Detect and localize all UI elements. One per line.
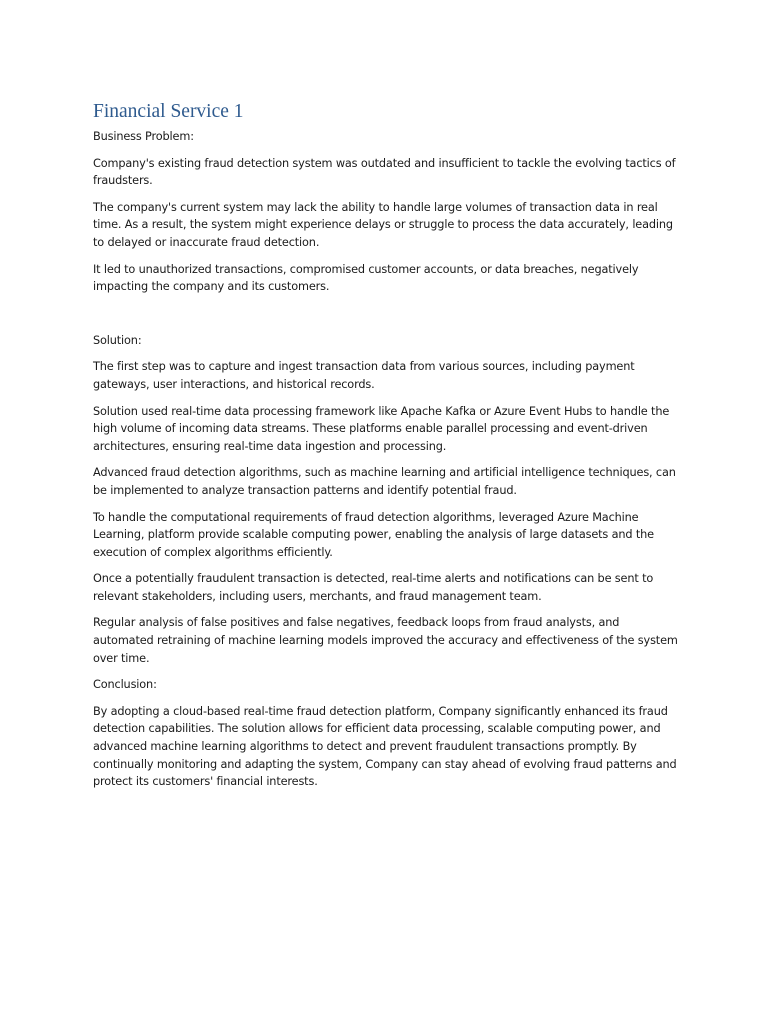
- section-spacer: [93, 305, 678, 332]
- solution-heading: Solution:: [93, 333, 142, 347]
- paragraph: It led to unauthorized transactions, compromised customer accounts, or data breaches, negatively impacting the company and its customers.: [93, 262, 639, 294]
- paragraph: Advanced fraud detection algorithms, such as machine learning and artificial intelligence techniques, can be implemented to analyze transaction patterns and identify potential fraud.: [93, 466, 676, 497]
- document-content: [93, 100, 678, 800]
- paragraph: To handle the computational requirements of fraud detection algorithms, leveraged Azure Machine Learning, platform provide scalable computing power, enabling the analysis of large datasets and the execution of complex algorithms efficiently.: [93, 510, 654, 559]
- paragraph: Solution used real-time data processing framework like Apache Kafka or Azure Event Hubs to handle the high volume of incoming data streams. These platforms enable parallel processing and event-driven architectures, ensuring real-time data ingestion and processing.: [93, 404, 670, 453]
- paragraph: By adopting a cloud-based real-time fraud detection platform, Company significantly enhanced its fraud detection capabilities. The solution allows for efficient data processing, scalable computing power, and advanced machine learning algorithms to detect and prevent fraudulent transactions promptly. By continually monitoring and adapting the system, Company can stay ahead of evolving fraud patterns and protect its customers' financial interests.: [93, 704, 677, 789]
- business-problem-heading: Business Problem:: [93, 130, 194, 143]
- paragraph: The company's current system may lack the ability to handle large volumes of transaction data in real time. As a result, the system might experience delays or struggle to process the data accurately, leading to delayed or inaccurate fraud detection.: [93, 200, 673, 249]
- conclusion-heading: Conclusion:: [93, 678, 157, 692]
- paragraph: Once a potentially fraudulent transaction is detected, real-time alerts and notifications can be sent to relevant stakeholders, including users, merchants, and fraud management team.: [93, 572, 654, 603]
- paragraph: Company's existing fraud detection system was outdated and insufficient to tackle the evolving tactics of fraudsters.: [93, 156, 676, 188]
- document-title: Financial Service 1: [93, 101, 244, 122]
- paragraph: Regular analysis of false positives and false negatives, feedback loops from fraud analysts, and automated retraining of machine learning models improved the accuracy and effectiveness of the system over time.: [93, 616, 678, 665]
- paragraph: The first step was to capture and ingest transaction data from various sources, including payment gateways, user interactions, and historical records.: [93, 360, 635, 391]
